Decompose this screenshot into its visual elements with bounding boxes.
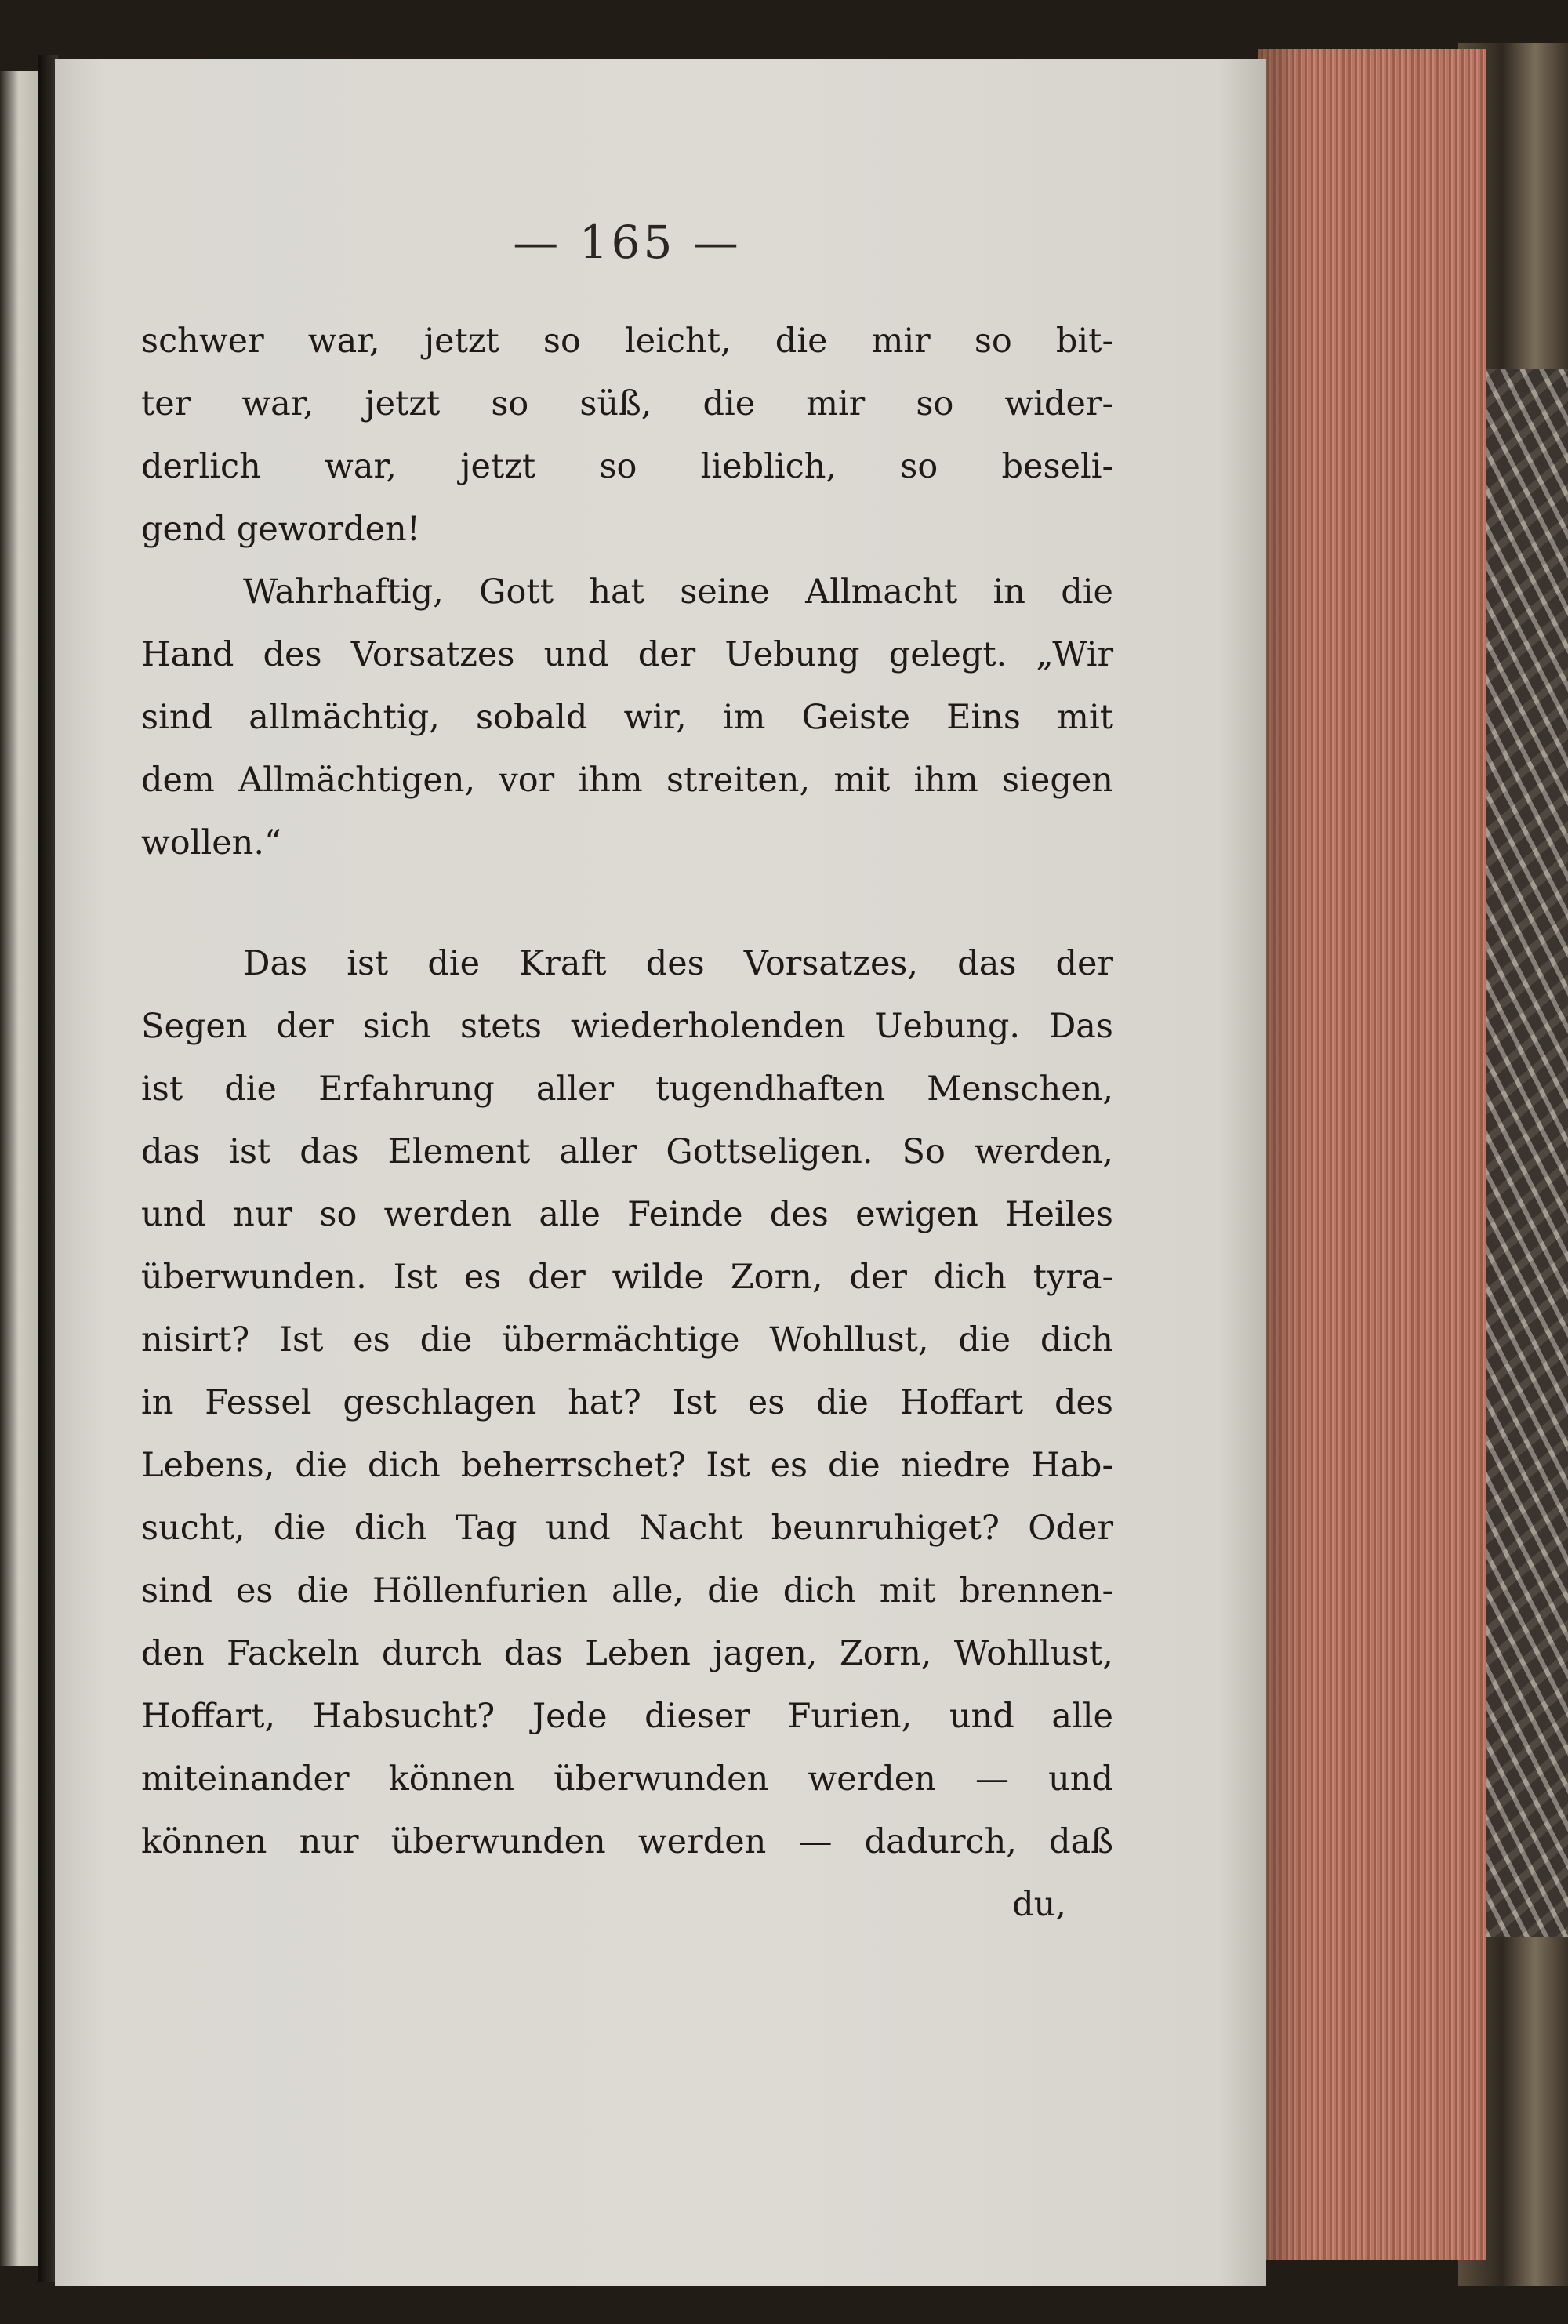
text-line: wollen.“ bbox=[141, 823, 281, 862]
text-line: miteinander können überwunden werden — und bbox=[141, 1759, 1113, 1799]
text-line: ter war, jetzt so süß, die mir so wider- bbox=[141, 384, 1113, 423]
text-line: überwunden. Ist es der wilde Zorn, der dich tyra- bbox=[141, 1258, 1113, 1297]
text-line: Lebens, die dich beherrschet? Ist es die niedre Hab- bbox=[141, 1446, 1113, 1485]
previous-page-edge bbox=[0, 71, 38, 2266]
marbled-cover-edge bbox=[1486, 369, 1568, 1937]
text-line: sind allmächtig, sobald wir, im Geiste Eins mit bbox=[141, 698, 1113, 737]
text-line: Segen der sich stets wiederholenden Uebung. Das bbox=[141, 1007, 1113, 1046]
text-line: Wahrhaftig, Gott hat seine Allmacht in die bbox=[243, 572, 1113, 612]
text-line: schwer war, jetzt so leicht, die mir so bit- bbox=[141, 321, 1113, 361]
page-text bbox=[141, 310, 1113, 1936]
page-number: — 165 — bbox=[513, 216, 742, 269]
text-line: sucht, die dich Tag und Nacht beunruhiget? Oder bbox=[141, 1509, 1113, 1548]
text-line: in Fessel geschlagen hat? Ist es die Hoffart des bbox=[141, 1383, 1113, 1422]
text-line: sind es die Höllenfurien alle, die dich mit brennen- bbox=[141, 1571, 1113, 1610]
text-line: Hand des Vorsatzes und der Uebung gelegt. „Wir bbox=[141, 635, 1113, 674]
catchword: du, bbox=[1012, 1885, 1066, 1924]
text-line: gend geworden! bbox=[141, 510, 421, 549]
text-line: dem Allmächtigen, vor ihm streiten, mit ihm siegen bbox=[141, 761, 1113, 800]
text-line: das ist das Element aller Gottseligen. So werden, bbox=[141, 1132, 1113, 1171]
text-line: und nur so werden alle Feinde des ewigen Heiles bbox=[141, 1195, 1113, 1234]
text-line: den Fackeln durch das Leben jagen, Zorn, Wohllust, bbox=[141, 1634, 1113, 1673]
text-line: derlich war, jetzt so lieblich, so beseli- bbox=[141, 447, 1113, 486]
text-line: ist die Erfahrung aller tugendhaften Menschen, bbox=[141, 1069, 1113, 1109]
text-line: Hoffart, Habsucht? Jede dieser Furien, und alle bbox=[141, 1697, 1113, 1736]
text-line: Das ist die Kraft des Vorsatzes, das der bbox=[243, 944, 1113, 983]
text-line: können nur überwunden werden — dadurch, daß bbox=[141, 1822, 1113, 1861]
text-line: nisirt? Ist es die übermächtige Wohllust, die dich bbox=[141, 1320, 1113, 1360]
